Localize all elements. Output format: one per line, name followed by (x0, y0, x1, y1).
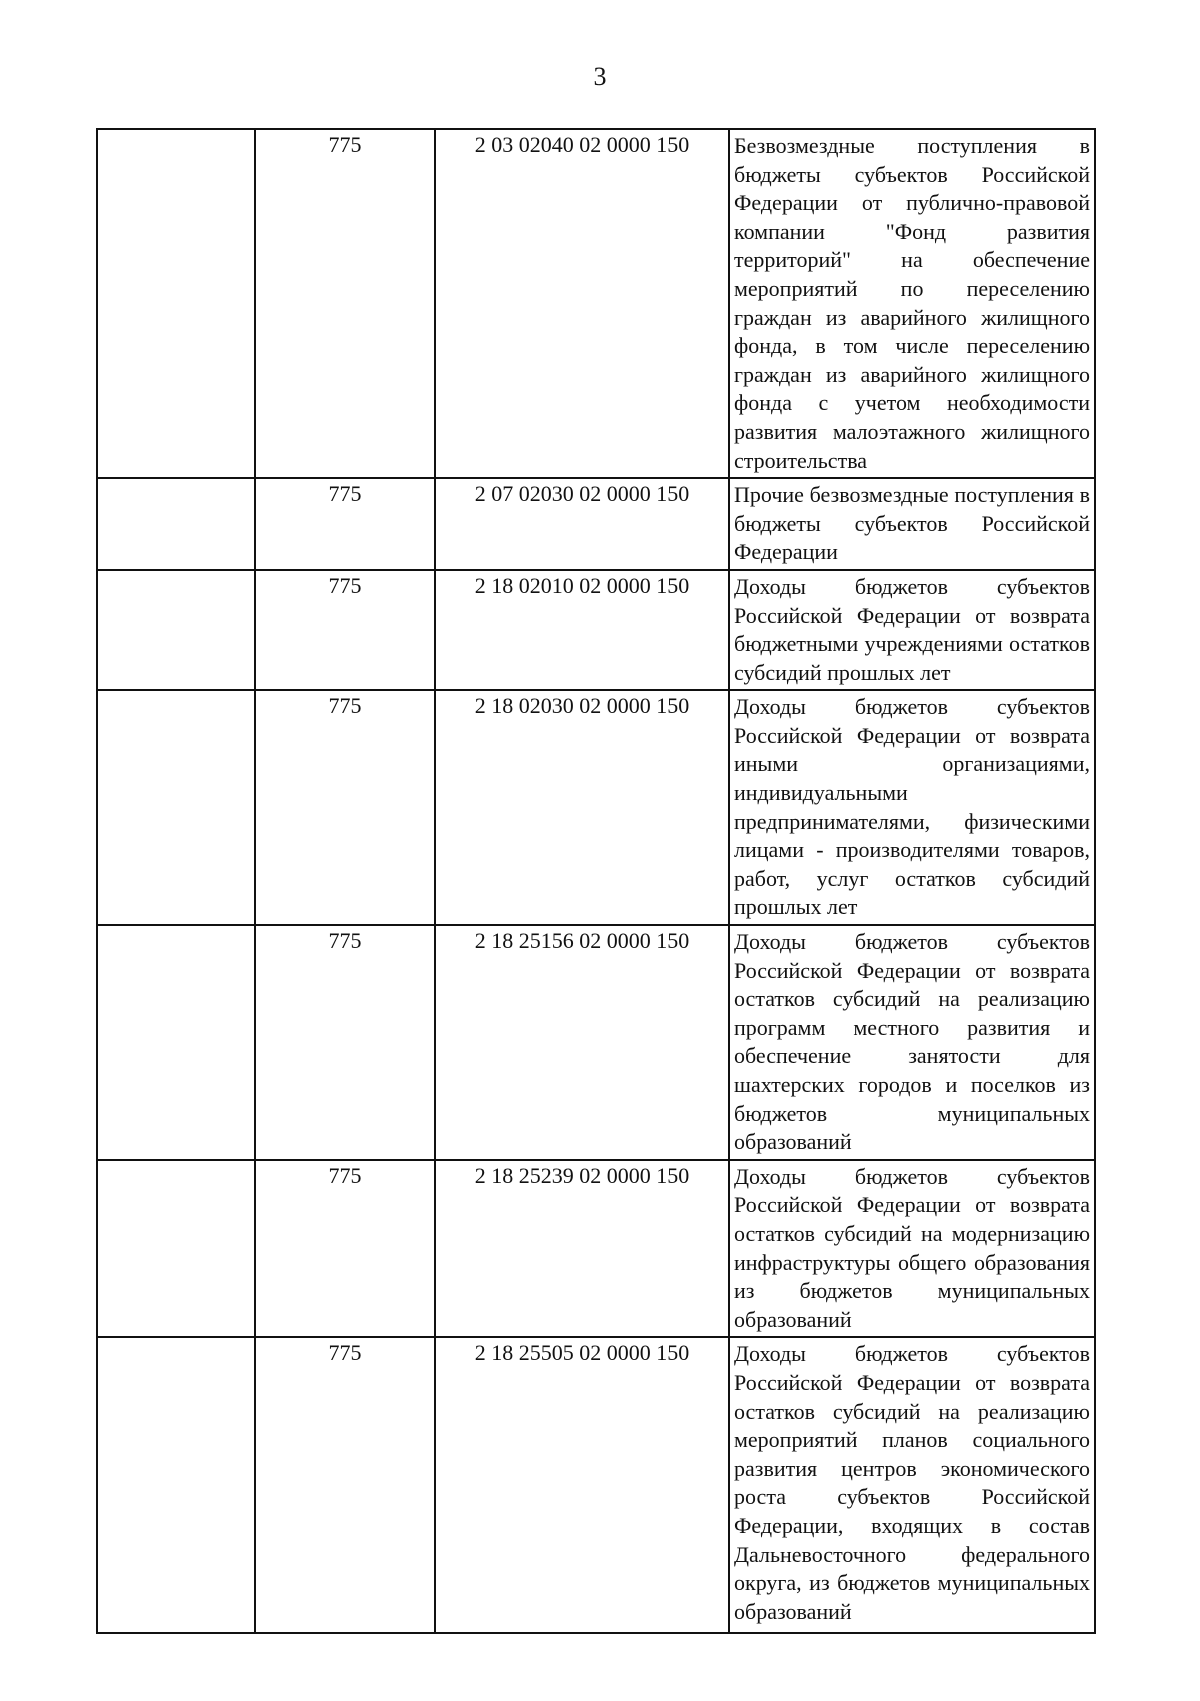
description-cell: Доходы бюджетов субъектов Российской Федерации от возврата остатков субсидий на реализацию программ местного развития и обеспечение занятости для шахтерских городов и поселков из бюджетов муниципальных образований (729, 925, 1095, 1160)
admin-code-cell: 775 (255, 925, 435, 1160)
description-cell: Доходы бюджетов субъектов Российской Федерации от возврата остатков субсидий на модернизацию инфраструктуры общего образования из бюджетов муниципальных образований (729, 1160, 1095, 1338)
admin-code-cell: 775 (255, 570, 435, 690)
table-row (97, 1337, 1095, 1633)
table-row (97, 925, 1095, 1160)
empty-cell (97, 1337, 255, 1633)
page-number: 3 (593, 62, 607, 91)
admin-code-cell: 775 (255, 129, 435, 478)
description-cell: Доходы бюджетов субъектов Российской Федерации от возврата бюджетными учреждениями остатков субсидий прошлых лет (729, 570, 1095, 690)
table-row (97, 690, 1095, 925)
empty-cell (97, 925, 255, 1160)
table-row (97, 129, 1095, 478)
budget-code-cell: 2 18 25505 02 0000 150 (435, 1337, 729, 1633)
admin-code-cell: 775 (255, 1160, 435, 1338)
empty-cell (97, 570, 255, 690)
table-row (97, 478, 1095, 570)
empty-cell (97, 478, 255, 570)
budget-code-cell: 2 18 02030 02 0000 150 (435, 690, 729, 925)
table-row (97, 570, 1095, 690)
description-cell: Безвозмездные поступления в бюджеты субъектов Российской Федерации от публично-правовой компании "Фонд развития территорий" на обеспечение мероприятий по переселению граждан из аварийного жилищного фонда, в том числе переселению граждан из аварийного жилищного фонда с учетом необходимости развития малоэтажного жилищного строительства (729, 129, 1095, 478)
table-row (97, 1160, 1095, 1338)
empty-cell (97, 129, 255, 478)
admin-code-cell: 775 (255, 478, 435, 570)
description-cell: Доходы бюджетов субъектов Российской Федерации от возврата иными организациями, индивидуальными предпринимателями, физическими лицами - производителями товаров, работ, услуг остатков субсидий прошлых лет (729, 690, 1095, 925)
budget-code-cell: 2 07 02030 02 0000 150 (435, 478, 729, 570)
budget-code-cell: 2 18 25156 02 0000 150 (435, 925, 729, 1160)
budget-code-cell: 2 18 02010 02 0000 150 (435, 570, 729, 690)
empty-cell (97, 690, 255, 925)
budget-code-cell: 2 18 25239 02 0000 150 (435, 1160, 729, 1338)
description-cell: Прочие безвозмездные поступления в бюджеты субъектов Российской Федерации (729, 478, 1095, 570)
budget-code-cell: 2 03 02040 02 0000 150 (435, 129, 729, 478)
empty-cell (97, 1160, 255, 1338)
budget-revenue-table (96, 128, 1096, 1634)
description-cell: Доходы бюджетов субъектов Российской Федерации от возврата остатков субсидий на реализацию мероприятий планов социального развития центров экономического роста субъектов Российской Федерации, входящих в состав Дальневосточного федерального округа, из бюджетов муниципальных образований (729, 1337, 1095, 1633)
admin-code-cell: 775 (255, 1337, 435, 1633)
admin-code-cell: 775 (255, 690, 435, 925)
